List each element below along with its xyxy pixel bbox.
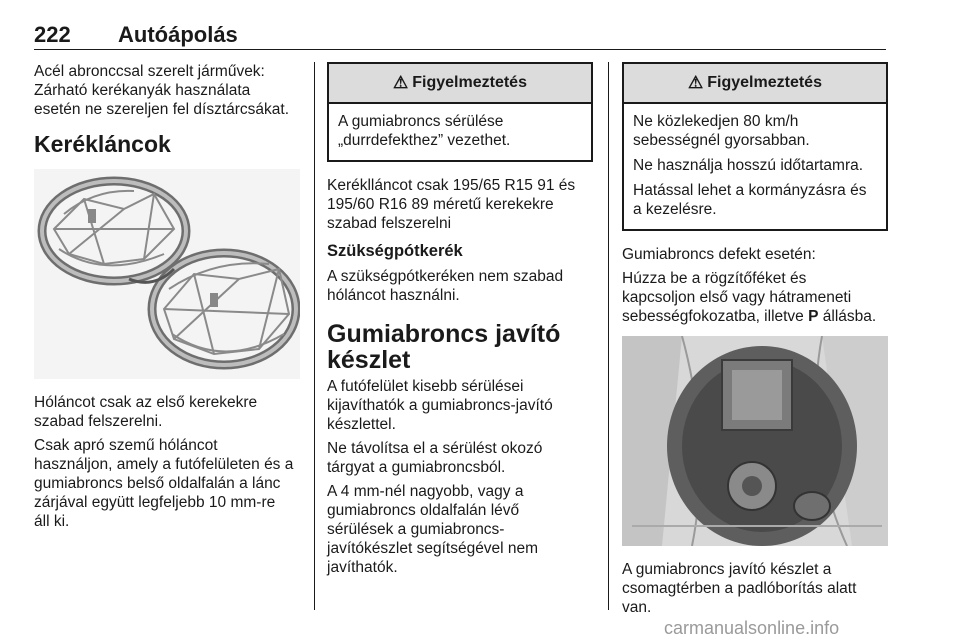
- column-2: [327, 62, 593, 582]
- image-caption: A gumiabroncs javító készlet a csomagtérben a padlóborítás alatt van.: [622, 561, 857, 616]
- paragraph: A futófelület kisebb sérülései kijavíthatók a gumiabroncs-javító készlettel.: [327, 378, 553, 433]
- section-title-repair-kit: Gumiabroncs javító készlet: [327, 320, 561, 374]
- gear-position-p: P: [808, 308, 819, 325]
- column-1: [34, 62, 302, 536]
- column-divider: [314, 62, 315, 610]
- page-number: 222: [34, 22, 71, 47]
- warning-item: Hatással lehet a kormányzásra és a kezelésre.: [633, 182, 867, 218]
- paragraph: Húzza be a rögzítőféket és kapcsoljon első vagy hátrameneti sebességfokozatba, illetve P állásba.: [622, 270, 877, 325]
- trunk-repair-kit-photo: [622, 336, 888, 546]
- warning-item: Ne közlekedjen 80 km/h sebességnél gyorsabban.: [633, 113, 810, 149]
- paragraph: Ne távolítsa el a sérülést okozó tárgyat a gumiabroncsból.: [327, 440, 543, 476]
- subheading-spare-wheel: Szükségpótkerék: [327, 242, 463, 260]
- paragraph: Csak apró szemű hóláncot használjon, amely a futófelületen és a gumiabroncs belső oldalfalán a lánc zárjával együtt legfeljebb 10 mm-re áll ki.: [34, 437, 294, 530]
- warning-triangle-icon: ⚠: [688, 73, 704, 92]
- warning-triangle-icon: ⚠: [393, 73, 409, 92]
- paragraph: A 4 mm-nél nagyobb, vagy a gumiabroncs oldalfalán lévő sérülések a gumiabroncs- javítókészlet segítségével nem javíthatók.: [327, 483, 539, 576]
- paragraph: A szükségpótkeréken nem szabad hóláncot használni.: [327, 268, 564, 304]
- warning-header: [624, 64, 886, 104]
- warning-title: Figyelmeztetés: [707, 74, 822, 91]
- paragraph: Gumiabroncs defekt esetén:: [622, 246, 816, 263]
- watermark: carmanualsonline.info: [664, 618, 840, 638]
- paragraph: Hóláncot csak az első kerekekre szabad felszerelni.: [34, 394, 258, 430]
- column-3: [622, 62, 888, 622]
- section-title-snow-chains: Kerékláncok: [34, 131, 171, 157]
- intro-paragraph: Acél abronccsal szerelt járművek: Zárható kerékanyák használata esetén ne szereljen fel dísztárcsákat.: [34, 63, 290, 118]
- snow-chains-illustration: [34, 169, 300, 379]
- warning-item: Ne használja hosszú időtartamra.: [633, 157, 864, 174]
- chapter-title: Autóápolás: [118, 22, 238, 47]
- warning-box: [327, 62, 593, 162]
- paragraph: Keréklláncot csak 195/65 R15 91 és 195/60 R16 89 méretű kerekekre szabad felszerelni: [327, 177, 576, 232]
- page-header: [34, 22, 886, 48]
- warning-header: [329, 64, 591, 104]
- column-divider: [608, 62, 609, 610]
- warning-title: Figyelmeztetés: [412, 74, 527, 91]
- header-divider: [34, 49, 886, 50]
- warning-text: A gumiabroncs sérülése „durrdefekthez” vezethet.: [338, 113, 511, 149]
- warning-box: [622, 62, 888, 231]
